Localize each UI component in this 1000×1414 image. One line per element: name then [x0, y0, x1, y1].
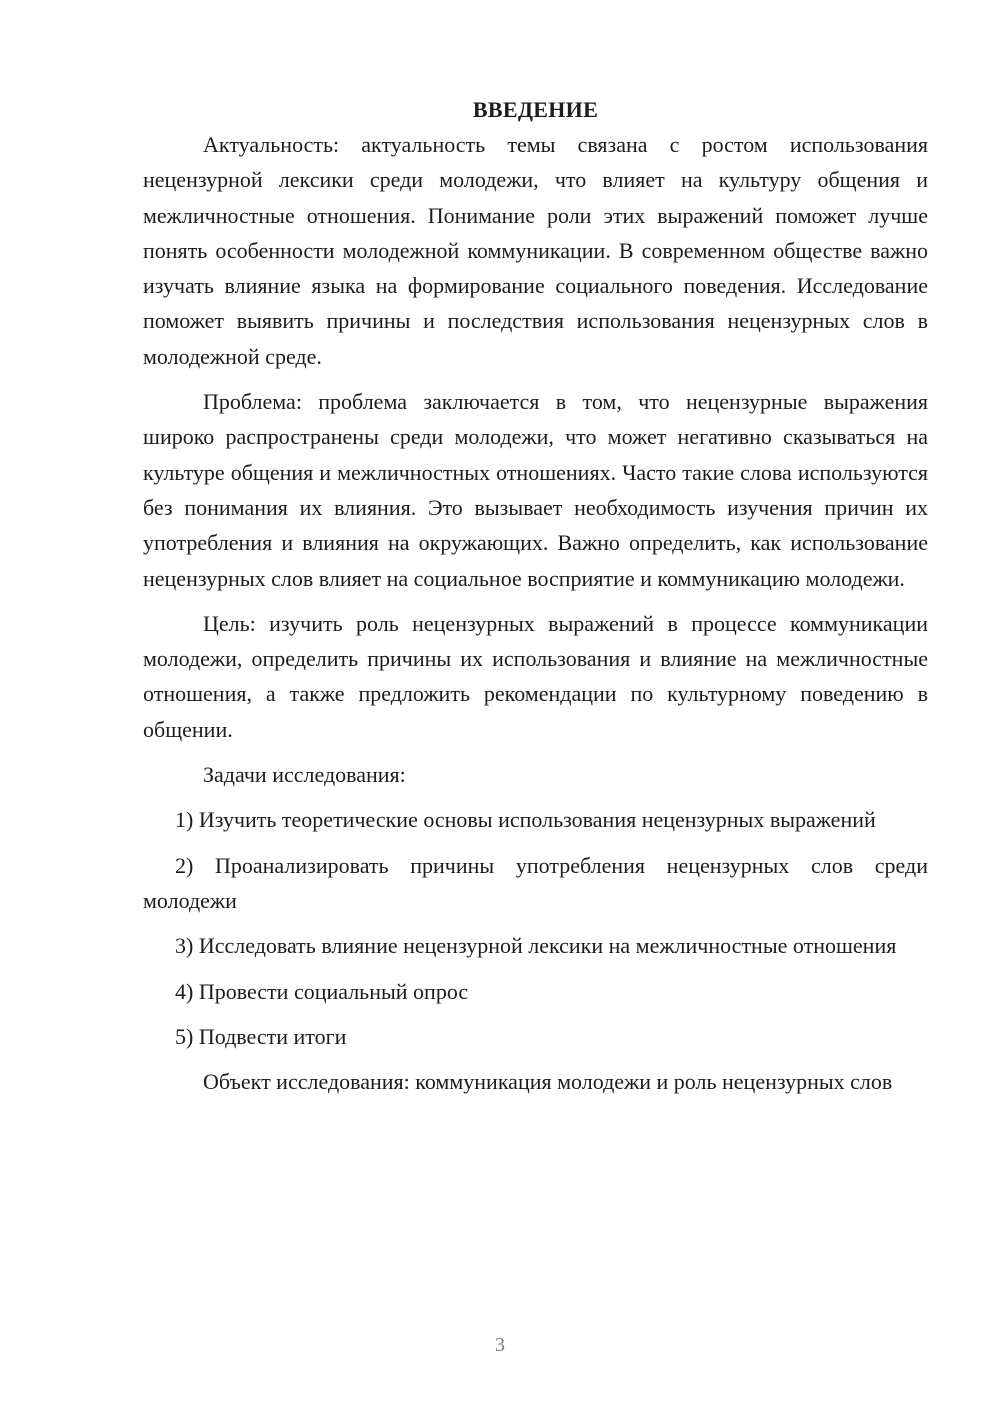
list-item-task-5: 5) Подвести итоги [175, 1023, 347, 1049]
page-number: 3 [495, 1334, 505, 1356]
tasks-heading: Задачи исследования: [203, 762, 406, 788]
list-item-task-4: 4) Провести социальный опрос [175, 978, 469, 1004]
list-item-task-2: 2) Проанализировать причины употребления нецензурных слов среди молодежи [143, 852, 928, 913]
paragraph-relevance: Актуальность: актуальность темы связана с ростом использования нецензурной лексики среди молодежи, что влияет на культуру общения и межличностные отношения. Понимание роли этих выражений поможет лучше понять особенности молодежной коммуникации. В современном обществе важно изучать влияние языка на формирование социального поведения. Исследование поможет выявить причины и последствия использования нецензурных слов в молодежной среде. [143, 132, 928, 369]
paragraph-problem: Проблема: проблема заключается в том, что нецензурные выражения широко распространены среди молодежи, что может негативно сказываться на культуре общения и межличностных отношениях. Часто такие слова используются без понимания их влияния. Это вызывает необходимость изучения причин их употребления и влияния на окружающих. Важно определить, как использование нецензурных слов влияет на социальное восприятие и коммуникацию молодежи. [143, 389, 928, 591]
document-title: ВВЕДЕНИЕ [472, 97, 599, 122]
document-page [143, 92, 928, 1109]
list-item-task-3: 3) Исследовать влияние нецензурной лексики на межличностные отношения [175, 933, 897, 959]
paragraph-goal: Цель: изучить роль нецензурных выражений в процессе коммуникации молодежи, определить причины их использования и влияние на межличностные отношения, а также предложить рекомендации по культурному поведению в общении. [143, 610, 928, 742]
paragraph-object: Объект исследования: коммуникация молодежи и роль нецензурных слов [203, 1069, 893, 1095]
list-item-task-1: 1) Изучить теоретические основы использования нецензурных выражений [175, 807, 876, 833]
